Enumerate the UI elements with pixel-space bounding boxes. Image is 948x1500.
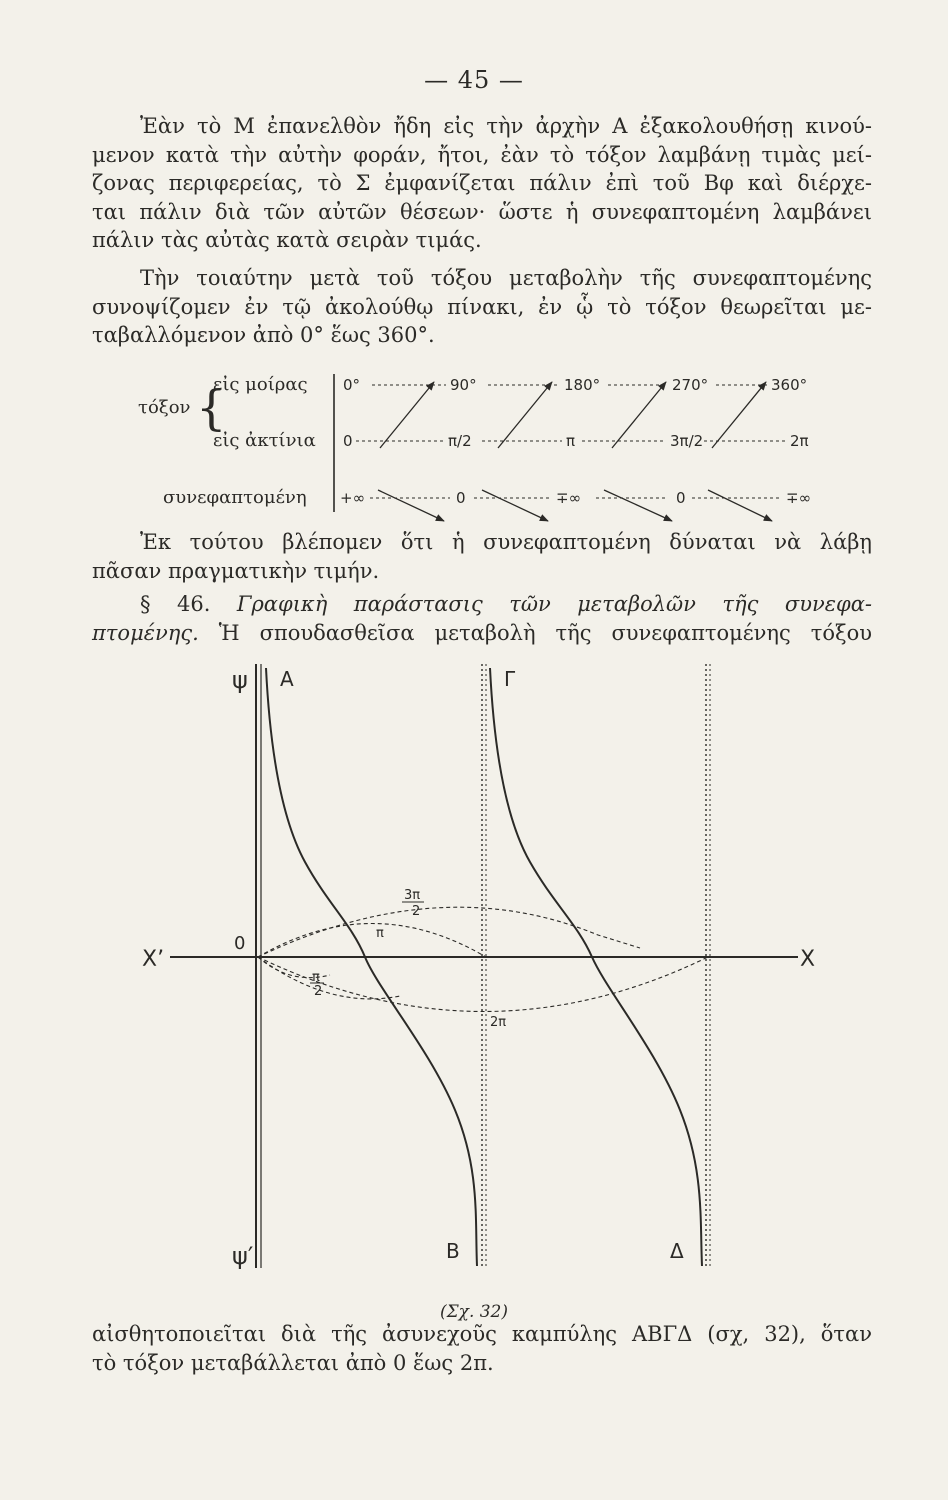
curve-label-a: Α	[280, 667, 294, 691]
cot-value: 0	[456, 489, 466, 507]
figure-caption: (Σχ. 32)	[439, 1302, 509, 1322]
cot-branch-gd	[490, 668, 702, 1266]
arc-pi	[258, 924, 486, 958]
label-pi: π	[376, 926, 384, 941]
psi-prime-label: ψ′	[232, 1242, 254, 1270]
label-2pi: 2π	[490, 1015, 507, 1030]
section-title-continued: πτομένης.	[92, 620, 199, 645]
table-arc-label: τόξον	[138, 397, 191, 418]
curve-label-g: Γ	[504, 667, 516, 691]
degree-180: 180°	[564, 376, 601, 394]
radian-2pi: 2π	[790, 432, 809, 450]
label-3pi-half-den: 2	[412, 904, 421, 919]
section-title-line-2	[92, 619, 872, 648]
paragraph-1	[92, 112, 872, 255]
paragraph-4	[92, 1320, 872, 1377]
section-title: Γραφικὴ παράστασις τῶν μεταβολῶν τῆς συνεφα-	[236, 592, 872, 616]
radian-pi: π	[566, 432, 576, 450]
psi-label: ψ	[232, 666, 248, 694]
degree-270: 270°	[672, 376, 709, 394]
degree-90: 90°	[450, 376, 477, 394]
table-radians-label: εἰς ἀκτίνια	[213, 430, 316, 451]
paragraph-3	[92, 528, 872, 585]
arc-3pi-half	[258, 907, 640, 957]
label-pi-half-num: π	[312, 970, 320, 985]
text-line: Ἐκ τούτου βλέπομεν ὅτι ἡ συνεφαπτομένη δύναται νὰ λάβῃ	[140, 530, 872, 554]
arc-2pi	[258, 957, 708, 1012]
table-degrees-label: εἰς μοίρας	[213, 374, 308, 395]
text-line: ται πάλιν διὰ τῶν αὐτῶν θέσεων· ὥστε ἡ συνεφαπτομένη λαμβάνει	[92, 199, 872, 224]
section-title-line	[92, 590, 872, 619]
section-text: Ἡ σπουδασθεῖσα μεταβολὴ τῆς συνεφαπτομένης τόξου	[218, 620, 872, 645]
table-cot-label: συνεφαπτομένη	[163, 487, 307, 508]
text-line: ταβαλλόμενον ἀπὸ 0° ἕως 360°.	[92, 323, 435, 347]
radian-0: 0	[343, 432, 353, 450]
table-brace: {	[196, 380, 227, 436]
curve-label-b: Β	[446, 1239, 460, 1263]
x-label: Χ	[800, 947, 816, 972]
paragraph-2	[92, 264, 872, 350]
arc-pi-half	[258, 957, 330, 978]
origin-label: 0	[234, 933, 246, 954]
label-3pi-half-num: 3π	[404, 888, 421, 903]
x-prime-label: Χ’	[142, 947, 165, 972]
arc-lower	[258, 957, 400, 999]
cot-value: +∞	[340, 489, 366, 507]
text-line: τὸ τόξον μεταβάλλεται ἀπὸ 0 ἕως 2π.	[92, 1350, 494, 1375]
radian-3pi-half: 3π/2	[670, 432, 704, 450]
radian-pi-half: π/2	[448, 432, 472, 450]
cot-branch-ab	[266, 668, 477, 1266]
cot-value: 0	[676, 489, 686, 507]
section-46	[92, 590, 872, 647]
text-line: Ἐὰν τὸ Μ ἐπανελθὸν ἤδη εἰς τὴν ἀρχὴν Α ἐξακολουθήσῃ κινού-	[140, 114, 872, 138]
text-line: συνοψίζομεν ἐν τῷ ἀκολούθῳ πίνακι, ἐν ᾧ τὸ τόξον θεωρεῖται με-	[92, 294, 872, 319]
page-number: — 45 —	[424, 66, 524, 94]
text-line: μενον κατὰ τὴν αὐτὴν φοράν, ἤτοι, ἐὰν τὸ τόξον λαμβάνῃ τιμὰς μεί-	[92, 142, 872, 167]
degree-360: 360°	[771, 376, 808, 394]
text-line: ζονας περιφερείας, τὸ Σ ἐμφανίζεται πάλιν ἐπὶ τοῦ Βφ καὶ διέρχε-	[92, 171, 872, 195]
curve-label-d: Δ	[670, 1239, 684, 1263]
text-line: πᾶσαν πραγματικὴν τιμήν.	[92, 558, 380, 583]
section-number: § 46.	[140, 592, 211, 616]
text-line: αἰσθητοποιεῖται διὰ τῆς ἀσυνεχοῦς καμπύλης ΑΒΓΔ (σχ, 32), ὅταν	[92, 1322, 872, 1346]
text-line: Τὴν τοιαύτην μετὰ τοῦ τόξου μεταβολὴν τῆς συνεφαπτομένης	[140, 266, 872, 290]
cot-value: ∓∞	[556, 489, 582, 507]
text-line: πάλιν τὰς αὐτὰς κατὰ σειρὰν τιμάς.	[92, 228, 482, 252]
label-pi-half-den: 2	[314, 984, 323, 999]
degree-0: 0°	[343, 376, 361, 394]
cot-value: ∓∞	[786, 489, 812, 507]
